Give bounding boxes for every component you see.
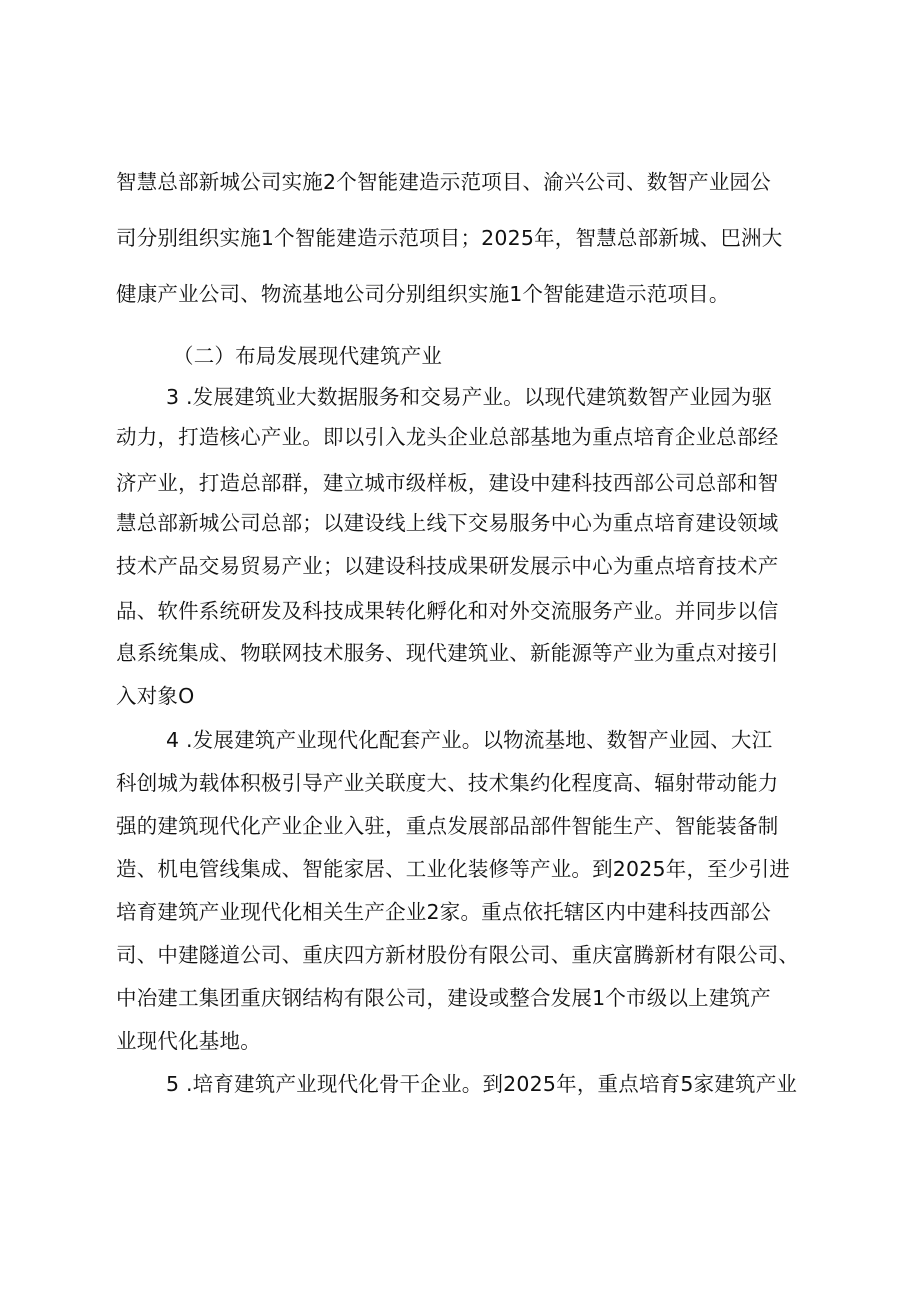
item-5-first-line: 5 .培育建筑产业现代化骨干企业。到2025年，重点培育5家建筑产业 (166, 1072, 798, 1096)
item-3-line: 入对象O (116, 684, 195, 708)
item-4-line: 司、中建隧道公司、重庆四方新材股份有限公司、重庆富腾新材有限公司、 (116, 943, 800, 967)
item-4-line: 培育建筑产业现代化相关生产企业2家。重点依托辖区内中建科技西部公 (116, 900, 771, 924)
item-4-line: 中冶建工集团重庆钢结构有限公司，建设或整合发展1个市级以上建筑产 (116, 986, 771, 1010)
item-4-line: 业现代化基地。 (116, 1029, 261, 1053)
item-4-first-line: 4 .发展建筑产业现代化配套产业。以物流基地、数智产业园、大江 (166, 728, 773, 752)
item-3-line: 息系统集成、物联网技术服务、现代建筑业、新能源等产业为重点对接引 (116, 641, 779, 665)
paragraph-continuation-line: 司分别组织实施1个智能建造示范项目；2025年，智慧总部新城、巴洲大 (116, 226, 783, 250)
item-3-first-line: 3 .发展建筑业大数据服务和交易产业。以现代建筑数智产业园为驱 (166, 385, 773, 409)
item-4-line: 科创城为载体积极引导产业关联度大、技术集约化程度高、辐射带动能力 (116, 771, 779, 795)
item-3-line: 动力，打造核心产业。即以引入龙头企业总部基地为重点培育企业总部经 (116, 425, 779, 449)
item-3-line: 品、软件系统研发及科技成果转化孵化和对外交流服务产业。并同步以信 (116, 599, 779, 623)
item-3-line: 技术产品交易贸易产业；以建设科技成果研发展示中心为重点培育技术产 (116, 554, 779, 578)
item-4-line: 强的建筑现代化产业企业入驻，重点发展部品部件智能生产、智能装备制 (116, 814, 779, 838)
item-3-line: 济产业，打造总部群，建立城市级样板，建设中建科技西部公司总部和智 (116, 471, 779, 495)
section-heading: （二）布局发展现代建筑产业 (173, 344, 443, 368)
paragraph-continuation-line: 智慧总部新城公司实施2个智能建造示范项目、渝兴公司、数智产业园公 (116, 170, 771, 194)
item-3-line: 慧总部新城公司总部；以建设线上线下交易服务中心为重点培育建设领域 (116, 511, 779, 535)
item-4-line: 造、机电管线集成、智能家居、工业化装修等产业。到2025年，至少引进 (116, 857, 790, 881)
paragraph-continuation-line: 健康产业公司、物流基地公司分别组织实施1个智能建造示范项目。 (116, 282, 730, 306)
